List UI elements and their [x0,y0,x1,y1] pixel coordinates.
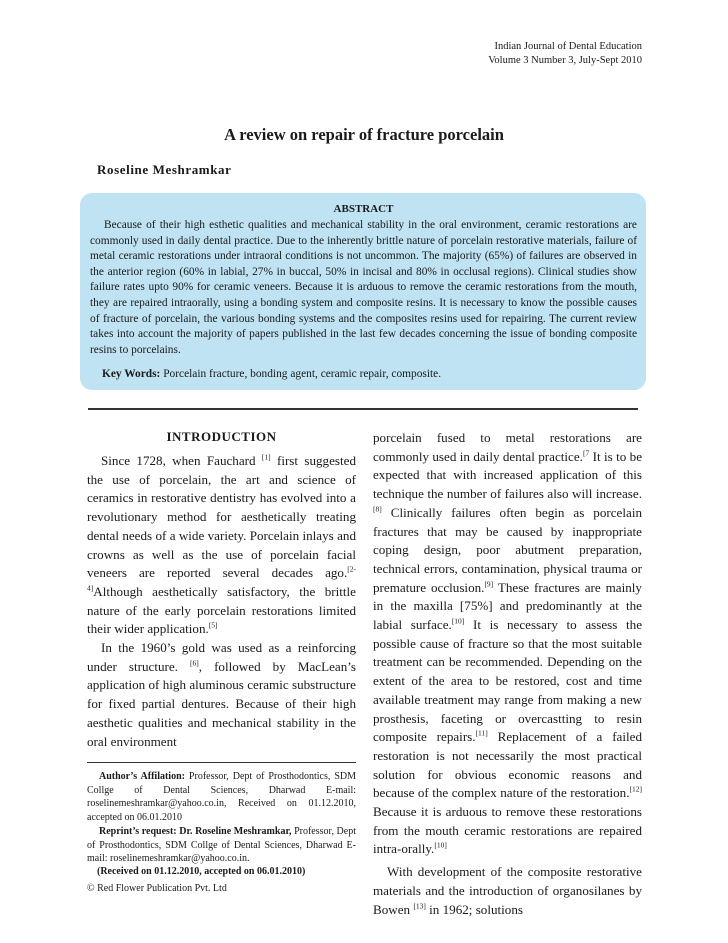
author-name: Roseline Meshramkar [97,162,232,177]
reprint-label: Reprint’s request: [99,826,177,837]
keywords-label: Key Words: [102,368,161,381]
received-dates: (Received on 01.12.2010, accepted on 06.01.2010) [97,866,306,877]
reprint-request: Reprint’s request: Dr. Roseline Meshramkar, Professor, Dept of Prosthodontics, SDM Collge of Dental Sciences, Dharwad E-mail: roselinemeshramkar@yahoo.co.in. [87,826,356,864]
keywords-text: Porcelain fracture, bonding agent, ceramic repair, composite. [163,368,442,381]
introduction-heading: INTRODUCTION [166,429,277,444]
author-affiliation: Author’s Affilation: Professor, Dept of Prosthodontics, SDM Collge of Dental Sciences, Dharwad E-mail: roselinemeshramkar@yahoo.co.in, Received on 01.12.2010, accepted on 06.01.2010 [87,771,357,823]
intro-paragraph-1: Since 1728, when Fauchard [1] first suggested the use of porcelain, the art and science of ceramics in restorative dentistry has evolved into a revolutionary method for aesthetically treating dental needs of a wide variety. Porcelain inlays and crowns as well as the use of porcelain facial veneers are reported several decades ago.[2-4]Although aesthetically satisfactory, the brittle nature of the early porcelain restorations limited their wider application.[5] [87,452,356,637]
keywords [102,367,637,383]
section-divider [88,408,638,410]
journal-name: Indian Journal of Dental Education [494,41,642,52]
column-left [87,452,356,751]
affiliation-label: Author’s Affilation: [99,771,185,782]
journal-header [488,40,642,68]
intro-paragraph-4: With development of the composite restorative materials and the introduction of organosilanes by Bowen [13] in 1962; solutions [373,864,642,917]
abstract-body: Because of their high esthetic qualities and mechanical stability in the oral environment, ceramic restorations are commonly used in daily dental practice. Due to the inherently brittle nature of porcelain restorative materials, failure of metal ceramic restorations under intraoral conditions is not uncommon. The majority (65%) of failures are observed in the anterior region (60% in labial, 27% in buccal, 50% in incisal and 80% in occlusal regions). Clinical studies show failure rates upto 90% for ceramic veneers. Because it is arduous to remove the ceramic restorations from the mouth, they are repaired intraorally, using a bonding system and composite resins. It is necessary to know the possible causes of fracture of porcelain, the various bonding systems and the composites resins used for repairing. The current review takes into account the majority of papers published in the last few decades concerning the issue of bonding composite resins to porcelains. [90,219,637,356]
copyright: © Red Flower Publication Pvt. Ltd [87,883,227,894]
intro-paragraph-2: In the 1960’s gold was used as a reinforcing under structure. [6], followed by MacLean’s application of high aluminous ceramic substructure for fixed partial dentures. Because of their high aesthetic qualities and mechanical stability in the oral environment [87,640,356,749]
footnote-divider [87,762,356,763]
intro-paragraph-3: porcelain fused to metal restorations are commonly used in daily dental practice.$^{[7}$ It is to be expected that with increased application of this technique the number of failures also will increase.[8] Clinically failures often begin as porcelain fractures that may be caused by inappropriate coping design, poor abutment preparation, technical errors, contamination, physical trauma or premature occlusion.[9] These fractures are mainly in the maxilla [75%] and predominantly at the labial surface.[10] It is necessary to assess the possible cause of fracture so that the most suitable treatment can be recommended. Depending on the extent of the area to be restored, cost and time available treatment may range from making a new prosthesis, faceting or overcastting to resin composite repairs.[11] Replacement of a failed restoration is not necessarily the most practical solution for obvious economic reasons and because of the complex nature of the restoration.[12] Because it is arduous to remove these restorations from the mouth ceramic restorations are repaired intra-orally.[10] [373,430,643,857]
column-right [373,429,642,919]
abstract-heading: ABSTRACT [333,203,394,215]
journal-issue: Volume 3 Number 3, July-Sept 2010 [488,55,642,66]
abstract-box [80,193,646,390]
article-title: A review on repair of fracture porcelain [224,125,504,144]
